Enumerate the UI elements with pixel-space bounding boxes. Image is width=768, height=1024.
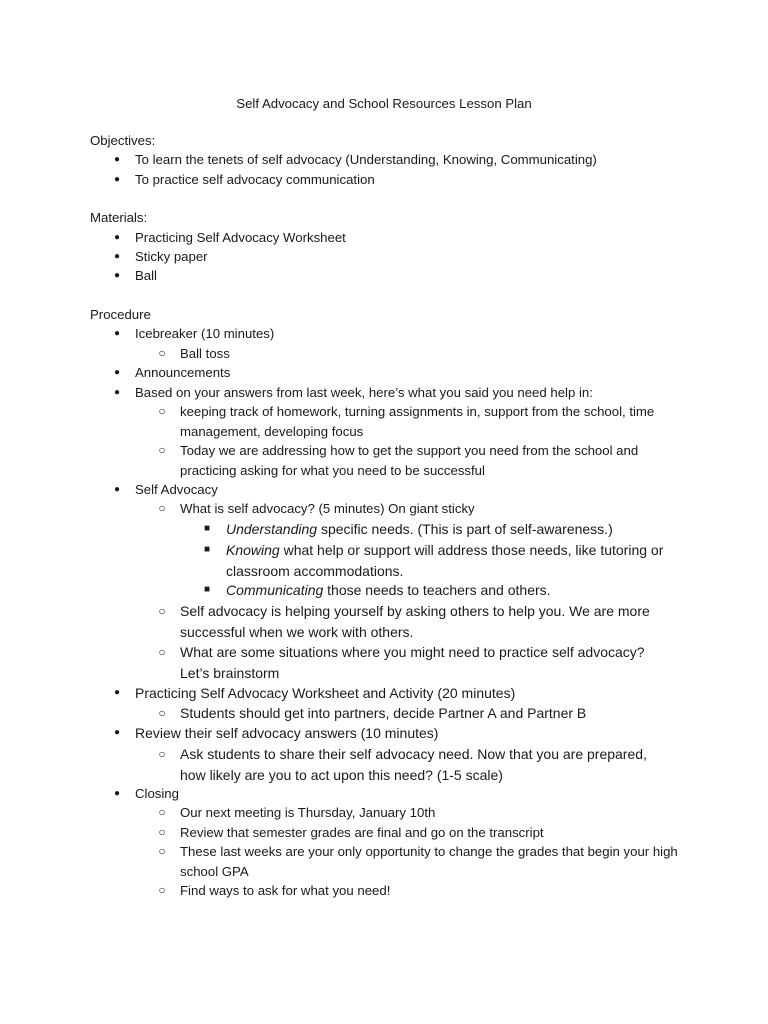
procedure-heading: Procedure [90, 307, 151, 322]
circle-bullet-icon: ○ [158, 706, 166, 720]
procedure-text: What are some situations where you might need to practice self advocacy? Let’s brainstorm [180, 644, 645, 681]
procedure-text: What is self advocacy? (5 minutes) On giant sticky [180, 501, 475, 516]
circle-bullet-icon: ○ [158, 747, 166, 761]
procedure-text: Today we are addressing how to get the support you need from the school and practicing asking for what you need to be successful [180, 443, 639, 478]
circle-bullet-icon: ○ [158, 883, 166, 897]
square-bullet-icon: ■ [203, 544, 211, 555]
procedure-text [226, 580, 686, 601]
square-bullet-icon: ■ [203, 584, 211, 595]
document-title: Self Advocacy and School Resources Lesson Plan [236, 96, 532, 111]
circle-bullet-icon: ○ [158, 501, 166, 515]
circle-bullet-icon: ○ [158, 805, 166, 819]
materials-heading: Materials: [90, 210, 148, 225]
bullet-icon: ● [113, 251, 121, 262]
procedure-text: Review that semester grades are final and go on the transcript [180, 825, 544, 840]
procedure-text: Students should get into partners, decide Partner A and Partner B [180, 705, 587, 721]
procedure-text: Self advocacy is helping yourself by asking others to help you. We are more successful when we work with others. [180, 603, 650, 640]
procedure-text-rest: what help or support will address those needs, like tutoring or classroom accommodations. [226, 542, 664, 579]
procedure-text: Review their self advocacy answers (10 minutes) [135, 725, 439, 741]
bullet-icon: ● [113, 154, 121, 165]
bullet-icon: ● [113, 367, 121, 378]
procedure-text: Find ways to ask for what you need! [180, 883, 391, 898]
procedure-text: Icebreaker (10 minutes) [135, 326, 275, 341]
bullet-icon: ● [113, 328, 121, 339]
circle-bullet-icon: ○ [158, 645, 166, 659]
procedure-text-rest: specific needs. (This is part of self-awareness.) [317, 521, 613, 537]
objective-text: To learn the tenets of self advocacy (Understanding, Knowing, Communicating) [135, 152, 597, 167]
procedure-text [226, 519, 686, 540]
circle-bullet-icon: ○ [158, 604, 166, 618]
bullet-icon: ● [113, 270, 121, 281]
procedure-text-rest: those needs to teachers and others. [323, 582, 551, 598]
procedure-text: Based on your answers from last week, here’s what you said you need help in: [135, 385, 593, 400]
procedure-text [226, 540, 686, 581]
procedure-text: Closing [135, 786, 179, 801]
procedure-text: Our next meeting is Thursday, January 10th [180, 805, 436, 820]
bullet-icon: ● [113, 788, 121, 799]
bullet-icon: ● [113, 232, 121, 243]
circle-bullet-icon: ○ [158, 844, 166, 858]
emphasis-text: Knowing [226, 542, 280, 558]
emphasis-text: Understanding [226, 521, 318, 537]
procedure-text: Ball toss [180, 346, 230, 361]
bullet-icon: ● [113, 174, 121, 185]
bullet-icon: ● [113, 687, 121, 698]
bullet-icon: ● [113, 727, 121, 738]
objective-text: To practice self advocacy communication [135, 172, 375, 187]
procedure-text: keeping track of homework, turning assignments in, support from the school, time management, developing focus [180, 404, 655, 439]
procedure-text: These last weeks are your only opportunity to change the grades that begin your high school GPA [180, 844, 678, 879]
circle-bullet-icon: ○ [158, 443, 166, 457]
bullet-icon: ● [113, 387, 121, 398]
circle-bullet-icon: ○ [158, 825, 166, 839]
material-text: Practicing Self Advocacy Worksheet [135, 230, 346, 245]
square-bullet-icon: ■ [203, 523, 211, 534]
procedure-text: Self Advocacy [135, 482, 218, 497]
procedure-text: Announcements [135, 365, 231, 380]
circle-bullet-icon: ○ [158, 346, 166, 360]
procedure-text: Ask students to share their self advocacy need. Now that you are prepared, how likely are you to act upon this need? (1-5 scale) [180, 746, 647, 783]
objectives-heading: Objectives: [90, 133, 156, 148]
material-text: Ball [135, 268, 157, 283]
procedure-text: Practicing Self Advocacy Worksheet and Activity (20 minutes) [135, 685, 516, 701]
bullet-icon: ● [113, 484, 121, 495]
emphasis-text: Communicating [226, 582, 324, 598]
circle-bullet-icon: ○ [158, 404, 166, 418]
material-text: Sticky paper [135, 249, 208, 264]
